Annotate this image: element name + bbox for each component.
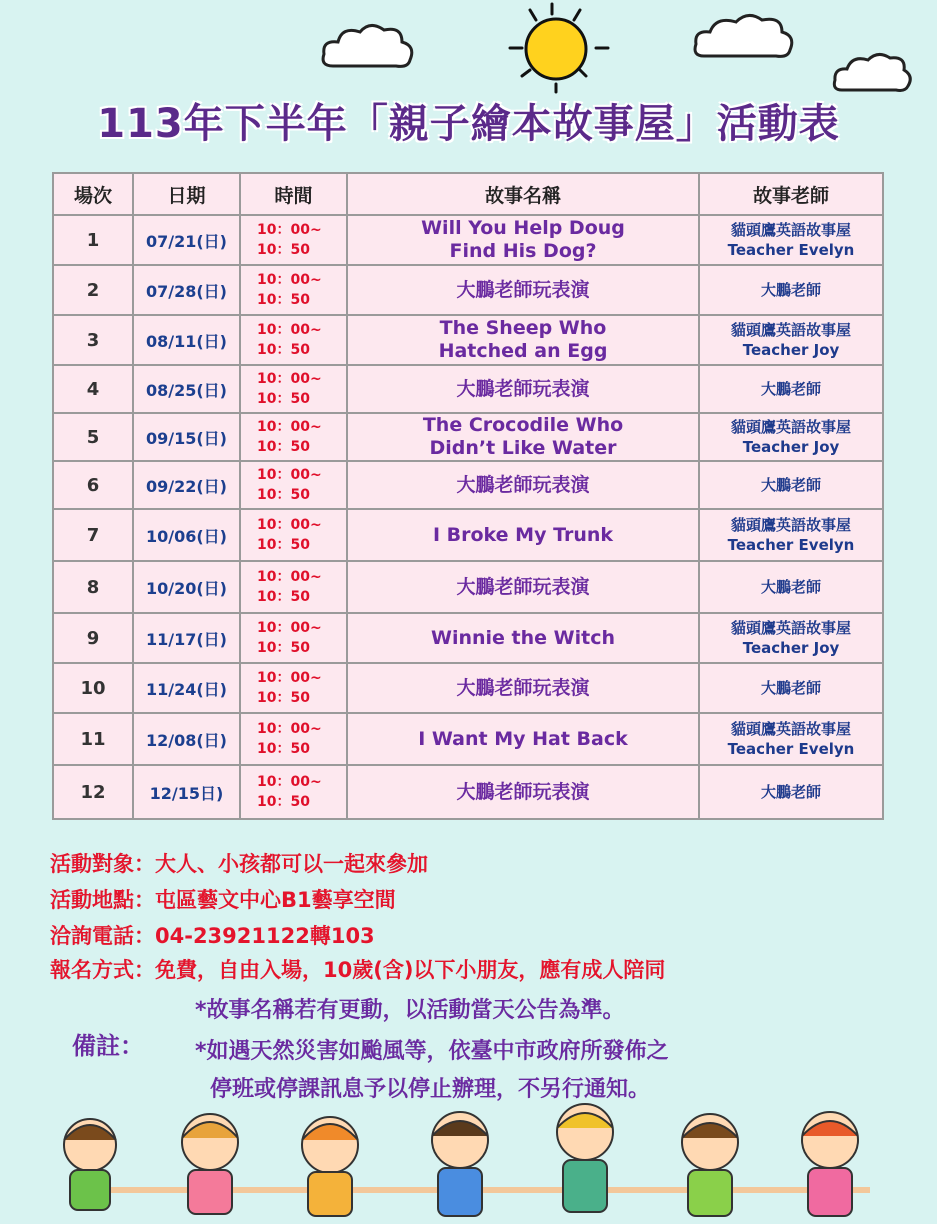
note-line-3: 停班或停課訊息予以停止辦理，不另行通知。	[210, 1077, 651, 1102]
time-start: 10：00~	[257, 569, 322, 585]
story-line-1: The Sheep Who	[439, 317, 607, 339]
teacher-line-1: 大鵬老師	[760, 783, 821, 801]
cell-story	[347, 713, 699, 765]
time-start: 10：00~	[257, 517, 322, 533]
cell-story	[347, 509, 699, 561]
cell-date: 12/15日)	[133, 765, 240, 819]
table-row	[53, 613, 883, 663]
story-line-2: Find His Dog?	[449, 240, 597, 262]
teacher-line-1: 貓頭鷹英語故事屋	[730, 619, 851, 637]
cell-story	[347, 561, 699, 613]
cell-session: 6	[53, 461, 133, 509]
cell-story	[347, 215, 699, 265]
header-session: 場次	[53, 173, 133, 215]
time-end: 10：50	[257, 439, 310, 455]
cell-teacher	[699, 509, 883, 561]
cell-date: 11/24(日)	[133, 663, 240, 713]
cell-story	[347, 265, 699, 315]
time-end: 10：50	[257, 391, 310, 407]
time-end: 10：50	[257, 794, 310, 810]
header-time: 時間	[240, 173, 347, 215]
page-title: 113年下半年「親子繪本故事屋」活動表	[97, 101, 840, 147]
time-start: 10：00~	[257, 467, 322, 483]
cell-time	[240, 509, 347, 561]
cell-date: 09/22(日)	[133, 461, 240, 509]
cell-story	[347, 413, 699, 461]
teacher-line-1: 貓頭鷹英語故事屋	[730, 321, 851, 339]
table-row	[53, 663, 883, 713]
note-line-2: *如遇天然災害如颱風等，依臺中市政府所發佈之	[195, 1039, 669, 1064]
time-end: 10：50	[257, 292, 310, 308]
cell-time	[240, 561, 347, 613]
cell-date: 10/20(日)	[133, 561, 240, 613]
cell-date: 07/28(日)	[133, 265, 240, 315]
cell-session: 10	[53, 663, 133, 713]
time-start: 10：00~	[257, 620, 322, 636]
teacher-line-1: 貓頭鷹英語故事屋	[730, 221, 851, 239]
story-line-1: I Broke My Trunk	[432, 523, 614, 546]
teacher-line-2: Teacher Evelyn	[727, 536, 855, 554]
cell-date: 09/15(日)	[133, 413, 240, 461]
cell-story	[347, 461, 699, 509]
cell-teacher	[699, 365, 883, 413]
teacher-line-1: 貓頭鷹英語故事屋	[730, 418, 851, 436]
cell-session: 2	[53, 265, 133, 315]
cell-session: 5	[53, 413, 133, 461]
cell-session: 12	[53, 765, 133, 819]
children-illustration	[40, 1100, 900, 1224]
info-location: 活動地點：屯區藝文中心B1藝享空間	[50, 888, 396, 912]
time-start: 10：00~	[257, 371, 322, 387]
story-line-1: 大鵬老師玩表演	[456, 780, 590, 803]
cell-date: 07/21(日)	[133, 215, 240, 265]
teacher-line-1: 貓頭鷹英語故事屋	[730, 516, 851, 534]
cell-session: 8	[53, 561, 133, 613]
cell-teacher	[699, 461, 883, 509]
header-teacher: 故事老師	[699, 173, 883, 215]
table-row	[53, 315, 883, 365]
cell-date: 12/08(日)	[133, 713, 240, 765]
teacher-line-2: Teacher Evelyn	[727, 740, 855, 758]
cell-time	[240, 315, 347, 365]
story-line-1: 大鵬老師玩表演	[456, 473, 590, 496]
cell-date: 08/11(日)	[133, 315, 240, 365]
teacher-line-1: 大鵬老師	[760, 679, 821, 697]
schedule-table	[52, 172, 884, 820]
table-row	[53, 765, 883, 819]
cell-time	[240, 663, 347, 713]
teacher-line-1: 貓頭鷹英語故事屋	[730, 720, 851, 738]
table-row	[53, 365, 883, 413]
info-phone: 洽詢電話：04-23921122轉103	[50, 924, 375, 948]
cell-teacher	[699, 265, 883, 315]
cell-time	[240, 713, 347, 765]
cell-session: 9	[53, 613, 133, 663]
time-start: 10：00~	[257, 774, 322, 790]
table-row	[53, 509, 883, 561]
cell-session: 1	[53, 215, 133, 265]
table-row	[53, 215, 883, 265]
time-start: 10：00~	[257, 272, 322, 288]
cell-date: 10/06(日)	[133, 509, 240, 561]
time-end: 10：50	[257, 487, 310, 503]
cell-teacher	[699, 413, 883, 461]
cloud-icon	[690, 10, 800, 65]
cell-date: 08/25(日)	[133, 365, 240, 413]
note-line-1: *故事名稱若有更動，以活動當天公告為準。	[195, 998, 625, 1023]
teacher-line-2: Teacher Joy	[742, 438, 840, 456]
story-line-1: 大鵬老師玩表演	[456, 278, 590, 301]
teacher-line-2: Teacher Evelyn	[727, 241, 855, 259]
time-start: 10：00~	[257, 222, 322, 238]
cell-time	[240, 765, 347, 819]
table-header-row	[53, 173, 883, 215]
cell-story	[347, 765, 699, 819]
cell-session: 3	[53, 315, 133, 365]
cell-teacher	[699, 613, 883, 663]
time-start: 10：00~	[257, 721, 322, 737]
cell-session: 4	[53, 365, 133, 413]
teacher-line-1: 大鵬老師	[760, 476, 821, 494]
story-line-1: 大鵬老師玩表演	[456, 676, 590, 699]
header-date: 日期	[133, 173, 240, 215]
cloud-icon	[318, 18, 418, 78]
story-line-1: Will You Help Doug	[421, 217, 625, 239]
story-line-2: Hatched an Egg	[438, 340, 608, 362]
cell-story	[347, 663, 699, 713]
notes-label: 備註：	[72, 1032, 144, 1060]
table-row	[53, 713, 883, 765]
time-end: 10：50	[257, 690, 310, 706]
story-line-1: Winnie the Witch	[431, 626, 615, 649]
cloud-icon	[830, 48, 914, 98]
cell-teacher	[699, 315, 883, 365]
cell-time	[240, 413, 347, 461]
info-target: 活動對象：大人、小孩都可以一起來參加	[50, 852, 428, 876]
teacher-line-1: 大鵬老師	[760, 380, 821, 398]
time-end: 10：50	[257, 640, 310, 656]
cell-time	[240, 215, 347, 265]
cell-teacher	[699, 663, 883, 713]
cell-story	[347, 365, 699, 413]
story-line-1: 大鵬老師玩表演	[456, 377, 590, 400]
time-start: 10：00~	[257, 322, 322, 338]
teacher-line-1: 大鵬老師	[760, 578, 821, 596]
time-start: 10：00~	[257, 670, 322, 686]
story-line-1: 大鵬老師玩表演	[456, 575, 590, 598]
table-row	[53, 265, 883, 315]
teacher-line-2: Teacher Joy	[742, 639, 840, 657]
sun-icon	[500, 2, 620, 102]
cell-session: 11	[53, 713, 133, 765]
time-end: 10：50	[257, 342, 310, 358]
table-row	[53, 561, 883, 613]
cell-time	[240, 461, 347, 509]
story-line-1: The Crocodile Who	[422, 414, 624, 436]
cell-teacher	[699, 215, 883, 265]
cell-story	[347, 315, 699, 365]
header-story: 故事名稱	[347, 173, 699, 215]
table-row	[53, 413, 883, 461]
time-end: 10：50	[257, 537, 310, 553]
time-start: 10：00~	[257, 419, 322, 435]
cell-time	[240, 365, 347, 413]
story-line-2: Didn’t Like Water	[429, 437, 617, 459]
teacher-line-2: Teacher Joy	[742, 341, 840, 359]
table-row	[53, 461, 883, 509]
cell-time	[240, 265, 347, 315]
cell-time	[240, 613, 347, 663]
time-end: 10：50	[257, 589, 310, 605]
info-signup: 報名方式：免費，自由入場，10歲(含)以下小朋友，應有成人陪同	[50, 958, 666, 982]
story-line-1: I Want My Hat Back	[418, 727, 628, 750]
cell-story	[347, 613, 699, 663]
cell-date: 11/17(日)	[133, 613, 240, 663]
cell-teacher	[699, 713, 883, 765]
teacher-line-1: 大鵬老師	[760, 281, 821, 299]
cell-teacher	[699, 765, 883, 819]
time-end: 10：50	[257, 242, 310, 258]
cell-session: 7	[53, 509, 133, 561]
cell-teacher	[699, 561, 883, 613]
time-end: 10：50	[257, 741, 310, 757]
